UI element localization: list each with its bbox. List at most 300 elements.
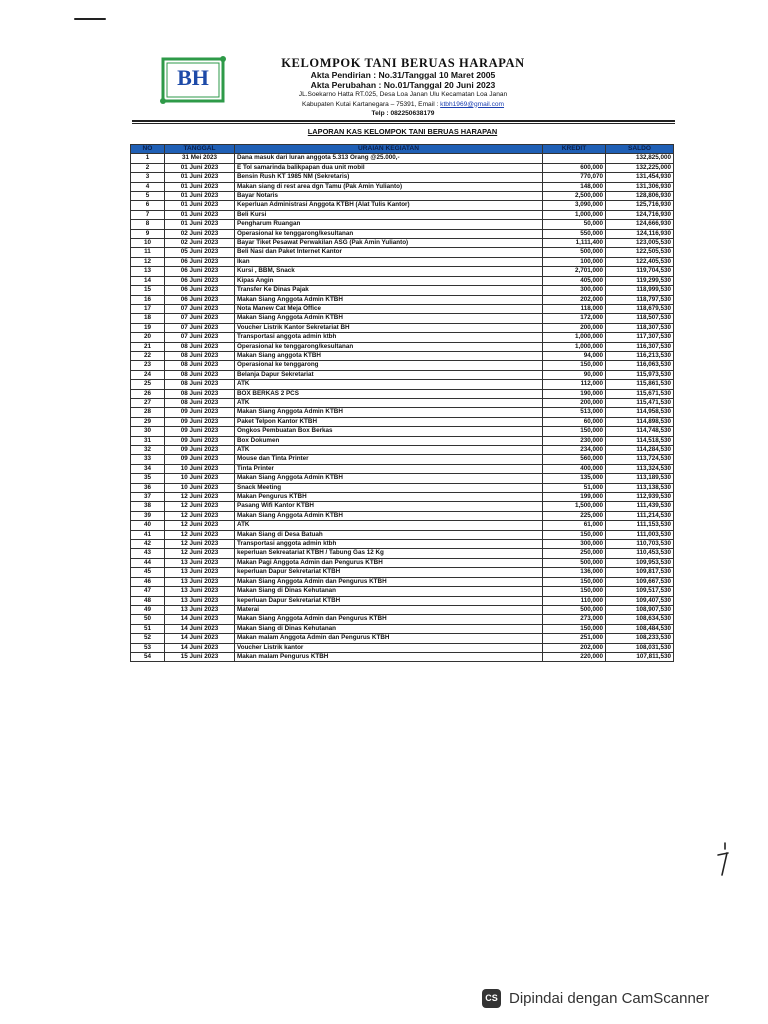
row-credit: 150,000 xyxy=(543,577,606,586)
row-description: Keperluan Administrasi Anggota KTBH (Alat Tulis Kantor) xyxy=(235,201,543,210)
row-date: 01 Juni 2023 xyxy=(165,163,235,172)
row-number: 2 xyxy=(131,163,165,172)
row-number: 42 xyxy=(131,540,165,549)
row-number: 27 xyxy=(131,398,165,407)
row-credit: 225,000 xyxy=(543,511,606,520)
row-description: Makan Pengurus KTBH xyxy=(235,493,543,502)
row-balance: 132,825,000 xyxy=(606,154,674,163)
row-balance: 114,518,530 xyxy=(606,436,674,445)
row-credit: 135,000 xyxy=(543,474,606,483)
row-description: Kipas Angin xyxy=(235,276,543,285)
row-balance: 113,324,530 xyxy=(606,464,674,473)
report-title: LAPORAN KAS KELOMPOK TANI BERUAS HARAPAN xyxy=(307,127,498,136)
row-balance: 122,405,530 xyxy=(606,257,674,266)
row-description: Makan Siang Anggota Admin KTBH xyxy=(235,474,543,483)
row-credit: 150,000 xyxy=(543,587,606,596)
row-credit: 1,500,000 xyxy=(543,502,606,511)
row-date: 09 Juni 2023 xyxy=(165,436,235,445)
row-balance: 116,213,530 xyxy=(606,351,674,360)
row-credit: 1,111,400 xyxy=(543,239,606,248)
row-date: 12 Juni 2023 xyxy=(165,502,235,511)
row-description: Makan Siang di Dinas Kehutanan xyxy=(235,587,543,596)
table-row xyxy=(131,304,674,313)
row-balance: 132,225,000 xyxy=(606,163,674,172)
row-description: Paket Telpon Kantor KTBH xyxy=(235,417,543,426)
row-date: 31 Mei 2023 xyxy=(165,154,235,163)
row-description: Nota Manew Cat Meja Office xyxy=(235,304,543,313)
row-balance: 108,907,530 xyxy=(606,605,674,614)
row-description: Snack Meeting xyxy=(235,483,543,492)
table-row xyxy=(131,643,674,652)
row-credit: 50,000 xyxy=(543,220,606,229)
row-description: Box Dokumen xyxy=(235,436,543,445)
row-number: 21 xyxy=(131,342,165,351)
row-balance: 111,153,530 xyxy=(606,521,674,530)
row-number: 35 xyxy=(131,474,165,483)
row-credit: 500,000 xyxy=(543,248,606,257)
row-balance: 113,138,530 xyxy=(606,483,674,492)
row-date: 01 Juni 2023 xyxy=(165,210,235,219)
row-number: 9 xyxy=(131,229,165,238)
row-date: 14 Juni 2023 xyxy=(165,643,235,652)
row-date: 13 Juni 2023 xyxy=(165,605,235,614)
table-row xyxy=(131,549,674,558)
logo-text: BH xyxy=(177,65,209,90)
row-credit: 200,000 xyxy=(543,323,606,332)
row-credit: 148,000 xyxy=(543,182,606,191)
table-row xyxy=(131,389,674,398)
row-number: 18 xyxy=(131,314,165,323)
org-logo xyxy=(157,56,229,104)
table-body xyxy=(131,154,674,662)
row-date: 08 Juni 2023 xyxy=(165,398,235,407)
table-row xyxy=(131,333,674,342)
camscanner-icon: CS xyxy=(482,989,501,1008)
row-balance: 115,471,530 xyxy=(606,398,674,407)
row-date: 07 Juni 2023 xyxy=(165,333,235,342)
table-row xyxy=(131,493,674,502)
row-number: 22 xyxy=(131,351,165,360)
row-description: Transportasi anggota admin ktbh xyxy=(235,540,543,549)
row-description: keperluan Dapur Sekretariat KTBH xyxy=(235,568,543,577)
table-row xyxy=(131,587,674,596)
row-number: 23 xyxy=(131,361,165,370)
row-balance: 111,214,530 xyxy=(606,511,674,520)
row-balance: 125,716,930 xyxy=(606,201,674,210)
row-balance: 124,716,930 xyxy=(606,210,674,219)
row-date: 09 Juni 2023 xyxy=(165,446,235,455)
row-number: 13 xyxy=(131,267,165,276)
row-date: 13 Juni 2023 xyxy=(165,577,235,586)
page-mark xyxy=(74,18,106,20)
row-description: Bensin Rush KT 1985 NM (Sekretaris) xyxy=(235,173,543,182)
row-number: 30 xyxy=(131,427,165,436)
address-line-2-text: Kabupaten Kutai Kartanegara – 75391, Email : xyxy=(301,100,441,108)
row-number: 39 xyxy=(131,511,165,520)
row-balance: 131,454,930 xyxy=(606,173,674,182)
table-row xyxy=(131,483,674,492)
row-balance: 124,666,930 xyxy=(606,220,674,229)
row-date: 12 Juni 2023 xyxy=(165,540,235,549)
table-row xyxy=(131,652,674,661)
row-number: 25 xyxy=(131,380,165,389)
row-date: 10 Juni 2023 xyxy=(165,483,235,492)
scanner-watermark xyxy=(482,987,709,1009)
table-row xyxy=(131,427,674,436)
row-date: 13 Juni 2023 xyxy=(165,568,235,577)
row-description: keperluan Dapur Sekretariat KTBH xyxy=(235,596,543,605)
table-row xyxy=(131,436,674,445)
row-date: 12 Juni 2023 xyxy=(165,530,235,539)
row-date: 13 Juni 2023 xyxy=(165,587,235,596)
row-credit: 51,000 xyxy=(543,483,606,492)
row-balance: 113,189,530 xyxy=(606,474,674,483)
row-date: 07 Juni 2023 xyxy=(165,304,235,313)
row-credit: 199,000 xyxy=(543,493,606,502)
row-balance: 115,973,530 xyxy=(606,370,674,379)
row-balance: 122,505,530 xyxy=(606,248,674,257)
row-number: 34 xyxy=(131,464,165,473)
row-credit: 150,000 xyxy=(543,427,606,436)
row-credit: 220,000 xyxy=(543,652,606,661)
row-credit: 500,000 xyxy=(543,558,606,567)
column-header-no: NO xyxy=(131,145,165,154)
row-number: 45 xyxy=(131,568,165,577)
akta-perubahan: Akta Perubahan : No.01/Tanggal 20 Juni 2023 xyxy=(310,79,496,90)
row-date: 08 Juni 2023 xyxy=(165,361,235,370)
table-row xyxy=(131,182,674,191)
row-date: 08 Juni 2023 xyxy=(165,370,235,379)
table-row xyxy=(131,464,674,473)
row-date: 12 Juni 2023 xyxy=(165,521,235,530)
row-date: 08 Juni 2023 xyxy=(165,342,235,351)
row-number: 19 xyxy=(131,323,165,332)
row-date: 15 Juni 2023 xyxy=(165,652,235,661)
row-credit: 3,090,000 xyxy=(543,201,606,210)
row-credit: 400,000 xyxy=(543,464,606,473)
table-row xyxy=(131,257,674,266)
row-balance: 128,806,930 xyxy=(606,192,674,201)
row-date: 12 Juni 2023 xyxy=(165,549,235,558)
row-date: 01 Juni 2023 xyxy=(165,182,235,191)
row-number: 6 xyxy=(131,201,165,210)
row-description: Operasional ke tenggarong/kesultanan xyxy=(235,342,543,351)
row-number: 40 xyxy=(131,521,165,530)
row-credit: 94,000 xyxy=(543,351,606,360)
row-description: Bayar Tiket Pesawat Perwakilan ASG (Pak Amin Yulianto) xyxy=(235,239,543,248)
row-date: 02 Juni 2023 xyxy=(165,239,235,248)
table-row xyxy=(131,398,674,407)
row-number: 43 xyxy=(131,549,165,558)
row-date: 09 Juni 2023 xyxy=(165,427,235,436)
letterhead xyxy=(258,55,548,119)
table-row xyxy=(131,342,674,351)
row-description: Pasang Wifi Kantor KTBH xyxy=(235,502,543,511)
row-number: 54 xyxy=(131,652,165,661)
row-date: 08 Juni 2023 xyxy=(165,380,235,389)
cash-ledger-table xyxy=(130,144,674,662)
row-date: 09 Juni 2023 xyxy=(165,455,235,464)
row-balance: 118,307,530 xyxy=(606,323,674,332)
row-description: Beli Kursi xyxy=(235,210,543,219)
row-description: Makan Siang Anggota Admin dan Pengurus KTBH xyxy=(235,577,543,586)
row-balance: 109,667,530 xyxy=(606,577,674,586)
row-number: 38 xyxy=(131,502,165,511)
row-credit: 600,000 xyxy=(543,163,606,172)
row-balance: 107,811,530 xyxy=(606,652,674,661)
row-credit: 100,000 xyxy=(543,257,606,266)
row-number: 47 xyxy=(131,587,165,596)
row-date: 09 Juni 2023 xyxy=(165,408,235,417)
row-balance: 109,517,530 xyxy=(606,587,674,596)
table-row xyxy=(131,502,674,511)
row-balance: 118,999,530 xyxy=(606,286,674,295)
table-row xyxy=(131,267,674,276)
row-description: Makan Pagi Anggota Admin dan Pengurus KTBH xyxy=(235,558,543,567)
row-number: 29 xyxy=(131,417,165,426)
row-credit: 2,500,000 xyxy=(543,192,606,201)
table-row xyxy=(131,605,674,614)
row-credit: 200,000 xyxy=(543,398,606,407)
row-balance: 110,703,530 xyxy=(606,540,674,549)
row-date: 14 Juni 2023 xyxy=(165,634,235,643)
table-row xyxy=(131,455,674,464)
table-row xyxy=(131,314,674,323)
row-balance: 118,797,530 xyxy=(606,295,674,304)
row-number: 31 xyxy=(131,436,165,445)
row-credit: 172,000 xyxy=(543,314,606,323)
phone-text: Telp : 082250638179 xyxy=(371,110,435,117)
row-date: 08 Juni 2023 xyxy=(165,351,235,360)
row-description: keperluan Sekreatariat KTBH / Tabung Gas 12 Kg xyxy=(235,549,543,558)
row-description: Operasional ke tenggarong/kesultanan xyxy=(235,229,543,238)
row-number: 4 xyxy=(131,182,165,191)
row-description: Beli Nasi dan Paket Internet Kantor xyxy=(235,248,543,257)
row-balance: 109,817,530 xyxy=(606,568,674,577)
row-credit: 90,000 xyxy=(543,370,606,379)
row-description: Ikan xyxy=(235,257,543,266)
email-link[interactable]: ktbh1969@gmail.com xyxy=(440,100,505,108)
row-date: 08 Juni 2023 xyxy=(165,389,235,398)
row-description: E Tol samarinda balikpapan dua unit mobil xyxy=(235,163,543,172)
row-number: 37 xyxy=(131,493,165,502)
table-row xyxy=(131,286,674,295)
table-row xyxy=(131,351,674,360)
row-balance: 108,484,530 xyxy=(606,624,674,633)
row-credit: 405,000 xyxy=(543,276,606,285)
row-description: Makan Siang di Desa Batuah xyxy=(235,530,543,539)
table-row xyxy=(131,229,674,238)
row-credit: 234,000 xyxy=(543,446,606,455)
table-row xyxy=(131,511,674,520)
row-number: 20 xyxy=(131,333,165,342)
table-row xyxy=(131,323,674,332)
row-balance: 113,724,530 xyxy=(606,455,674,464)
row-number: 33 xyxy=(131,455,165,464)
row-credit: 250,000 xyxy=(543,549,606,558)
table-row xyxy=(131,276,674,285)
row-description: Makan Siang Anggota Admin KTBH xyxy=(235,511,543,520)
row-number: 49 xyxy=(131,605,165,614)
row-description: Makan malam Anggota Admin dan Pengurus KTBH xyxy=(235,634,543,643)
row-description: Voucher Listrik kantor xyxy=(235,643,543,652)
row-number: 12 xyxy=(131,257,165,266)
row-balance: 118,507,530 xyxy=(606,314,674,323)
table-row xyxy=(131,568,674,577)
row-date: 14 Juni 2023 xyxy=(165,624,235,633)
row-balance: 119,299,530 xyxy=(606,276,674,285)
row-description: Bayar Notaris xyxy=(235,192,543,201)
row-balance: 109,407,530 xyxy=(606,596,674,605)
table-row xyxy=(131,521,674,530)
table-row xyxy=(131,530,674,539)
row-balance: 114,958,530 xyxy=(606,408,674,417)
column-header-tanggal: TANGGAL xyxy=(165,145,235,154)
row-balance: 124,116,930 xyxy=(606,229,674,238)
table-row xyxy=(131,248,674,257)
row-number: 14 xyxy=(131,276,165,285)
row-balance: 108,233,530 xyxy=(606,634,674,643)
row-description: ATK xyxy=(235,380,543,389)
row-balance: 117,307,530 xyxy=(606,333,674,342)
row-number: 50 xyxy=(131,615,165,624)
row-number: 15 xyxy=(131,286,165,295)
row-date: 13 Juni 2023 xyxy=(165,596,235,605)
row-description: Pengharum Ruangan xyxy=(235,220,543,229)
row-number: 46 xyxy=(131,577,165,586)
row-credit: 300,000 xyxy=(543,286,606,295)
row-description: Makan Siang Anggota Admin dan Pengurus KTBH xyxy=(235,615,543,624)
org-name: KELOMPOK TANI BERUAS HARAPAN xyxy=(281,56,525,70)
row-date: 01 Juni 2023 xyxy=(165,220,235,229)
row-credit: 190,000 xyxy=(543,389,606,398)
row-description: Mouse dan Tinta Printer xyxy=(235,455,543,464)
row-number: 24 xyxy=(131,370,165,379)
column-header-uraian: URAIAN KEGIATAN xyxy=(235,145,543,154)
row-credit: 300,000 xyxy=(543,540,606,549)
row-balance: 114,898,530 xyxy=(606,417,674,426)
row-date: 06 Juni 2023 xyxy=(165,295,235,304)
row-number: 41 xyxy=(131,530,165,539)
row-description: BOX BERKAS 2 PCS xyxy=(235,389,543,398)
row-balance: 123,005,530 xyxy=(606,239,674,248)
row-date: 14 Juni 2023 xyxy=(165,615,235,624)
row-number: 1 xyxy=(131,154,165,163)
table-row xyxy=(131,558,674,567)
row-number: 52 xyxy=(131,634,165,643)
row-balance: 114,284,530 xyxy=(606,446,674,455)
pen-mark-icon xyxy=(716,842,730,876)
table-row xyxy=(131,210,674,219)
row-number: 16 xyxy=(131,295,165,304)
address-line-2 xyxy=(258,100,548,110)
row-date: 07 Juni 2023 xyxy=(165,314,235,323)
row-credit: 513,000 xyxy=(543,408,606,417)
row-date: 07 Juni 2023 xyxy=(165,323,235,332)
row-description: Dana masuk dari Iuran anggota 5.313 Orang @25.000,- xyxy=(235,154,543,163)
row-date: 01 Juni 2023 xyxy=(165,192,235,201)
row-date: 06 Juni 2023 xyxy=(165,286,235,295)
table-row xyxy=(131,361,674,370)
row-description: Makan Siang di Dinas Kehutanan xyxy=(235,624,543,633)
row-number: 48 xyxy=(131,596,165,605)
row-date: 13 Juni 2023 xyxy=(165,558,235,567)
header-divider xyxy=(132,120,675,122)
row-credit: 500,000 xyxy=(543,605,606,614)
row-number: 17 xyxy=(131,304,165,313)
row-date: 06 Juni 2023 xyxy=(165,257,235,266)
column-header-saldo: SALDO xyxy=(606,145,674,154)
row-credit: 2,701,000 xyxy=(543,267,606,276)
row-number: 53 xyxy=(131,643,165,652)
row-balance: 108,634,530 xyxy=(606,615,674,624)
row-balance: 110,453,530 xyxy=(606,549,674,558)
row-credit: 560,000 xyxy=(543,455,606,464)
row-number: 51 xyxy=(131,624,165,633)
row-description: Makan Siang Anggota Admin KTBH xyxy=(235,408,543,417)
row-credit: 251,000 xyxy=(543,634,606,643)
table-row xyxy=(131,220,674,229)
row-balance: 112,939,530 xyxy=(606,493,674,502)
row-description: Tinta Printer xyxy=(235,464,543,473)
row-credit xyxy=(543,154,606,163)
row-number: 7 xyxy=(131,210,165,219)
row-number: 44 xyxy=(131,558,165,567)
table-row xyxy=(131,154,674,163)
table-row xyxy=(131,201,674,210)
row-balance: 111,439,530 xyxy=(606,502,674,511)
row-date: 06 Juni 2023 xyxy=(165,276,235,285)
row-balance: 108,031,530 xyxy=(606,643,674,652)
row-credit: 110,000 xyxy=(543,596,606,605)
row-description: Operasional ke tenggarong xyxy=(235,361,543,370)
row-number: 11 xyxy=(131,248,165,257)
row-credit: 770,070 xyxy=(543,173,606,182)
row-description: Makan Siang anggota KTBH xyxy=(235,351,543,360)
row-description: ATK xyxy=(235,446,543,455)
header-divider-thin xyxy=(132,123,675,124)
row-credit: 202,000 xyxy=(543,643,606,652)
table-row xyxy=(131,163,674,172)
row-credit: 1,000,000 xyxy=(543,333,606,342)
row-credit: 550,000 xyxy=(543,229,606,238)
row-date: 01 Juni 2023 xyxy=(165,173,235,182)
row-description: Materai xyxy=(235,605,543,614)
row-description: Ongkos Pembuatan Box Berkas xyxy=(235,427,543,436)
row-date: 05 Juni 2023 xyxy=(165,248,235,257)
table-header-row xyxy=(131,145,674,154)
row-credit: 202,000 xyxy=(543,295,606,304)
table-row xyxy=(131,370,674,379)
row-date: 12 Juni 2023 xyxy=(165,493,235,502)
row-balance: 116,307,530 xyxy=(606,342,674,351)
row-balance: 109,953,530 xyxy=(606,558,674,567)
row-description: Makan Siang Anggota Admin KTBH xyxy=(235,314,543,323)
row-number: 36 xyxy=(131,483,165,492)
row-balance: 116,063,530 xyxy=(606,361,674,370)
row-balance: 115,861,530 xyxy=(606,380,674,389)
row-number: 5 xyxy=(131,192,165,201)
row-date: 09 Juni 2023 xyxy=(165,417,235,426)
table-row xyxy=(131,239,674,248)
row-number: 8 xyxy=(131,220,165,229)
row-balance: 131,306,930 xyxy=(606,182,674,191)
row-credit: 136,000 xyxy=(543,568,606,577)
row-description: Makan malam Pengurus KTBH xyxy=(235,652,543,661)
table-row xyxy=(131,577,674,586)
row-number: 32 xyxy=(131,446,165,455)
row-description: Transportasi anggota admin ktbh xyxy=(235,333,543,342)
